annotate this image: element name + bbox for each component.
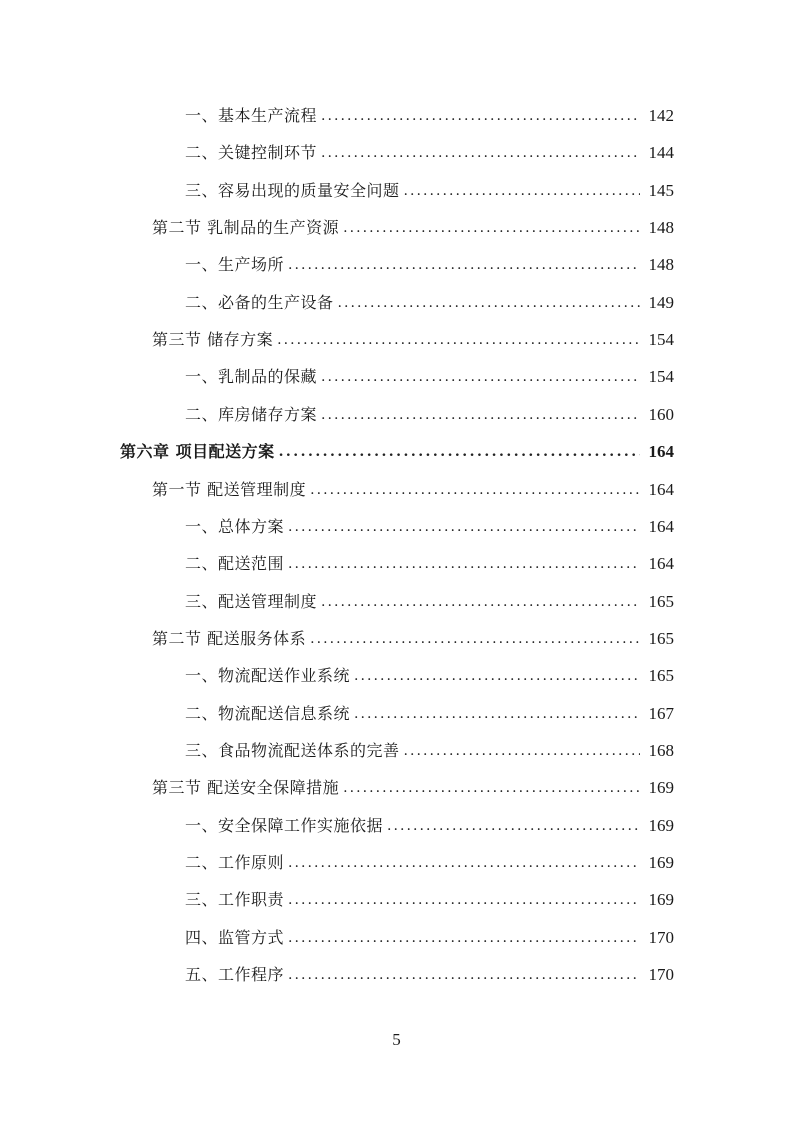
toc-section-entry[interactable] bbox=[152, 325, 674, 355]
toc-entry-title: 二、物流配送信息系统 bbox=[185, 703, 351, 723]
toc-entry-title: 五、工作程序 bbox=[185, 965, 285, 985]
toc-entry-page: 154 bbox=[648, 367, 674, 387]
toc-dot-leader bbox=[321, 362, 640, 392]
toc-entry-title: 四、监管方式 bbox=[185, 927, 285, 947]
toc-dot-leader bbox=[321, 138, 640, 168]
toc-subsection-entry[interactable] bbox=[185, 699, 674, 729]
toc-entry-page: 154 bbox=[648, 330, 674, 350]
toc-subsection-entry[interactable] bbox=[185, 960, 674, 990]
toc-subsection-entry[interactable] bbox=[185, 288, 674, 318]
toc-entry-title: 二、必备的生产设备 bbox=[185, 292, 334, 312]
toc-dot-leader bbox=[288, 549, 640, 579]
toc-section-entry[interactable] bbox=[152, 773, 674, 803]
toc-entry-page: 144 bbox=[648, 143, 674, 163]
toc-dot-leader bbox=[288, 960, 640, 990]
toc-entry-title: 三、食品物流配送体系的完善 bbox=[185, 740, 400, 760]
toc-dot-leader bbox=[279, 437, 640, 467]
toc-subsection-entry[interactable] bbox=[185, 138, 674, 168]
toc-section-entry[interactable] bbox=[152, 213, 674, 243]
toc-subsection-entry[interactable] bbox=[185, 661, 674, 691]
toc-entry-page: 164 bbox=[648, 479, 674, 499]
toc-subsection-entry[interactable] bbox=[185, 250, 674, 280]
toc-dot-leader bbox=[288, 250, 640, 280]
toc-entry-page: 164 bbox=[648, 554, 674, 574]
toc-dot-leader bbox=[277, 325, 640, 355]
toc-subsection-entry[interactable] bbox=[185, 176, 674, 206]
toc-dot-leader bbox=[354, 699, 640, 729]
toc-entry-page: 164 bbox=[648, 442, 674, 462]
toc-dot-leader bbox=[387, 811, 640, 841]
toc-entry-title: 一、物流配送作业系统 bbox=[185, 666, 351, 686]
toc-entry-title: 二、工作原则 bbox=[185, 853, 285, 872]
toc-entry-page: 145 bbox=[648, 180, 674, 200]
toc-entry-title: 第三节 储存方案 bbox=[152, 330, 274, 350]
toc-subsection-entry[interactable] bbox=[185, 101, 674, 131]
toc-dot-leader bbox=[404, 176, 640, 206]
toc-dot-leader bbox=[288, 512, 640, 542]
toc-entry-title: 一、总体方案 bbox=[185, 516, 285, 536]
toc-entry-page: 148 bbox=[648, 255, 674, 275]
toc-entry-page: 165 bbox=[648, 628, 674, 648]
toc-entry-page: 165 bbox=[648, 666, 674, 686]
toc-dot-leader bbox=[404, 736, 640, 766]
toc-dot-leader bbox=[338, 288, 640, 318]
toc-entry-title: 三、工作职责 bbox=[185, 890, 285, 910]
toc-dot-leader bbox=[343, 213, 640, 243]
toc-dot-leader bbox=[310, 624, 640, 654]
toc-entry-page: 167 bbox=[648, 703, 674, 723]
toc-subsection-entry[interactable] bbox=[185, 885, 674, 915]
toc-section-entry[interactable] bbox=[152, 624, 674, 654]
toc-entry-title: 第六章 项目配送方案 bbox=[120, 442, 275, 462]
toc-entry-page: 169 bbox=[648, 778, 674, 798]
toc-entry-page: 148 bbox=[648, 218, 674, 238]
toc-subsection-entry[interactable] bbox=[185, 400, 674, 430]
toc-entry-page: 164 bbox=[648, 516, 674, 536]
toc-subsection-entry[interactable] bbox=[185, 811, 674, 841]
toc-entry-title: 第三节 配送安全保障措施 bbox=[152, 778, 340, 798]
toc-entry-page: 149 bbox=[648, 292, 674, 312]
toc-entry-page: 170 bbox=[648, 965, 674, 985]
toc-section-entry[interactable] bbox=[152, 475, 674, 505]
toc-subsection-entry[interactable] bbox=[185, 512, 674, 542]
toc-chapter-entry[interactable] bbox=[120, 437, 674, 467]
toc-subsection-entry[interactable] bbox=[185, 848, 674, 878]
toc-dot-leader bbox=[321, 400, 640, 430]
toc-entry-title: 第二节 乳制品的生产资源 bbox=[152, 218, 340, 238]
toc-entry-title: 二、配送范围 bbox=[185, 554, 285, 574]
toc-dot-leader bbox=[310, 475, 640, 505]
toc-dot-leader bbox=[288, 848, 640, 878]
toc-entry-title: 一、基本生产流程 bbox=[185, 106, 318, 125]
toc-entry-page: 169 bbox=[648, 815, 674, 835]
toc-subsection-entry[interactable] bbox=[185, 549, 674, 579]
page-number: 5 bbox=[392, 1030, 401, 1049]
toc-entry-title: 二、关键控制环节 bbox=[185, 143, 318, 163]
toc-dot-leader bbox=[321, 101, 640, 131]
toc-entry-page: 169 bbox=[648, 890, 674, 910]
toc-dot-leader bbox=[321, 587, 640, 617]
toc-dot-leader bbox=[288, 885, 640, 915]
toc-entry-title: 二、库房储存方案 bbox=[185, 404, 318, 424]
toc-entry-title: 第一节 配送管理制度 bbox=[152, 479, 307, 499]
toc-subsection-entry[interactable] bbox=[185, 736, 674, 766]
toc-entry-title: 一、生产场所 bbox=[185, 255, 285, 275]
toc-subsection-entry[interactable] bbox=[185, 923, 674, 953]
toc-dot-leader bbox=[343, 773, 640, 803]
toc-entry-page: 165 bbox=[648, 591, 674, 611]
toc-entry-title: 第二节 配送服务体系 bbox=[152, 628, 307, 648]
toc-entry-page: 142 bbox=[648, 106, 674, 125]
toc-entry-title: 一、安全保障工作实施依据 bbox=[185, 815, 384, 835]
toc-entry-page: 168 bbox=[648, 740, 674, 760]
toc-subsection-entry[interactable] bbox=[185, 362, 674, 392]
toc-entry-title: 三、配送管理制度 bbox=[185, 591, 318, 611]
toc-entry-page: 170 bbox=[648, 927, 674, 947]
toc-dot-leader bbox=[354, 661, 640, 691]
toc-dot-leader bbox=[288, 923, 640, 953]
toc-entry-page: 160 bbox=[648, 404, 674, 424]
toc-entry-page: 169 bbox=[648, 853, 674, 872]
toc-entry-title: 一、乳制品的保藏 bbox=[185, 367, 318, 387]
toc-entry-title: 三、容易出现的质量安全问题 bbox=[185, 180, 400, 200]
toc-subsection-entry[interactable] bbox=[185, 587, 674, 617]
